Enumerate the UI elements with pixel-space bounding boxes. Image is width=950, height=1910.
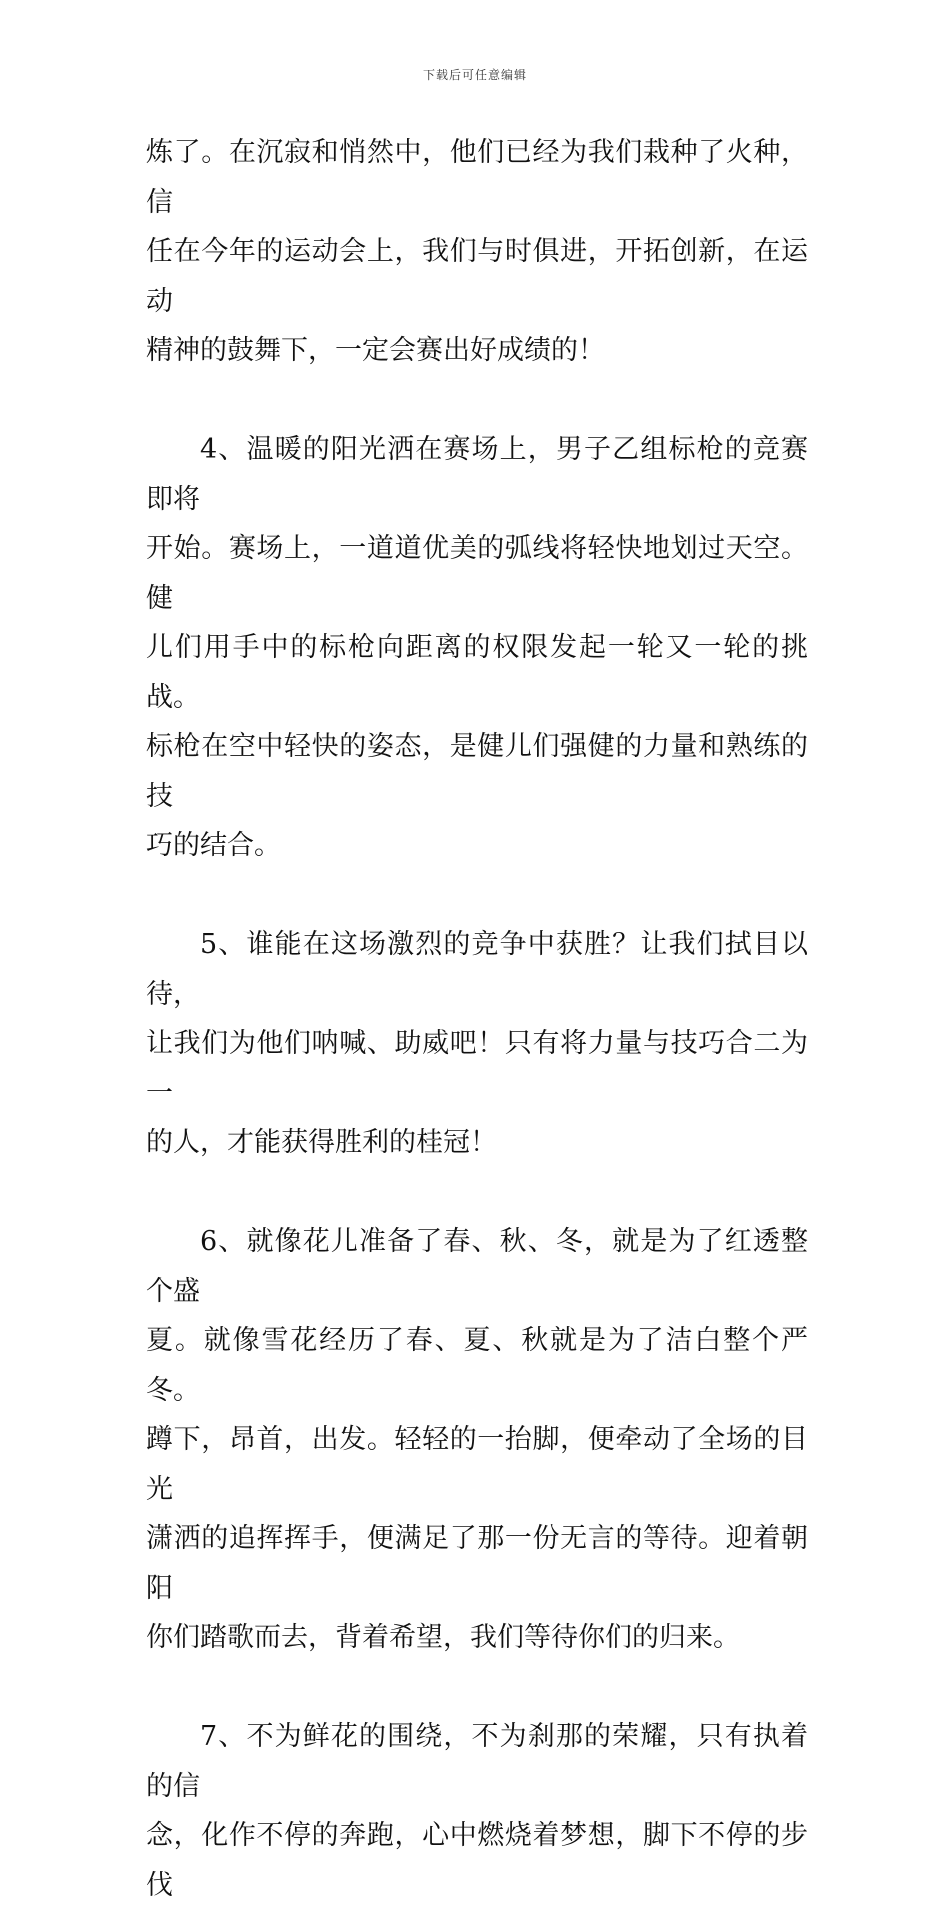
paragraph-line: 让我们为他们呐喊、助威吧！只有将力量与技巧合二为一 — [146, 1028, 808, 1109]
paragraph-line: 的人，才能获得胜利的桂冠！ — [146, 1127, 497, 1158]
paragraph — [146, 128, 808, 376]
document-body — [146, 128, 808, 1910]
page-header-note: 下载后可任意编辑 — [422, 68, 527, 82]
paragraph-line: 5、谁能在这场激烈的竞争中获胜？让我们拭目以待， — [146, 929, 808, 1010]
paragraph-line: 标枪在空中轻快的姿态，是健儿们强健的力量和熟练的技 — [146, 731, 808, 812]
paragraph-line: 开始。赛场上，一道道优美的弧线将轻快地划过天空。健 — [146, 533, 808, 614]
paragraph-line: 巧的结合。 — [146, 830, 281, 861]
paragraph-line: 4、温暖的阳光洒在赛场上，男子乙组标枪的竞赛即将 — [146, 434, 808, 515]
paragraph-gap — [146, 871, 808, 921]
paragraph-line: 精神的鼓舞下，一定会赛出好成绩的！ — [146, 335, 605, 366]
paragraph-line: 蹲下，昂首，出发。轻轻的一抬脚，便牵动了全场的目光 — [146, 1424, 808, 1505]
paragraph-line: 7、不为鲜花的围绕，不为刹那的荣耀，只有执着的信 — [146, 1721, 808, 1802]
paragraph-line: 念，化作不停的奔跑，心中燃烧着梦想，脚下不停的步伐 — [146, 1820, 808, 1901]
paragraph-line: 炼了。在沉寂和悄然中，他们已经为我们栽种了火种，信 — [146, 137, 808, 218]
paragraph — [146, 425, 808, 871]
paragraph — [146, 1217, 808, 1663]
paragraph-gap — [146, 1168, 808, 1218]
paragraph — [146, 1712, 808, 1910]
paragraph-line: 任在今年的运动会上，我们与时俱进，开拓创新，在运动 — [146, 236, 808, 317]
paragraph-line: 儿们用手中的标枪向距离的权限发起一轮又一轮的挑战。 — [146, 632, 808, 713]
paragraph-line: 你们踏歌而去，背着希望，我们等待你们的归来。 — [146, 1622, 740, 1653]
paragraph-line: 潇洒的追挥挥手，便满足了那一份无言的等待。迎着朝阳 — [146, 1523, 808, 1604]
paragraph-line: 6、就像花儿准备了春、秋、冬，就是为了红透整个盛 — [146, 1226, 808, 1307]
paragraph-line: 夏。就像雪花经历了春、夏、秋就是为了洁白整个严冬。 — [146, 1325, 808, 1406]
paragraph — [146, 920, 808, 1168]
paragraph-gap — [146, 376, 808, 426]
paragraph-gap — [146, 1663, 808, 1713]
